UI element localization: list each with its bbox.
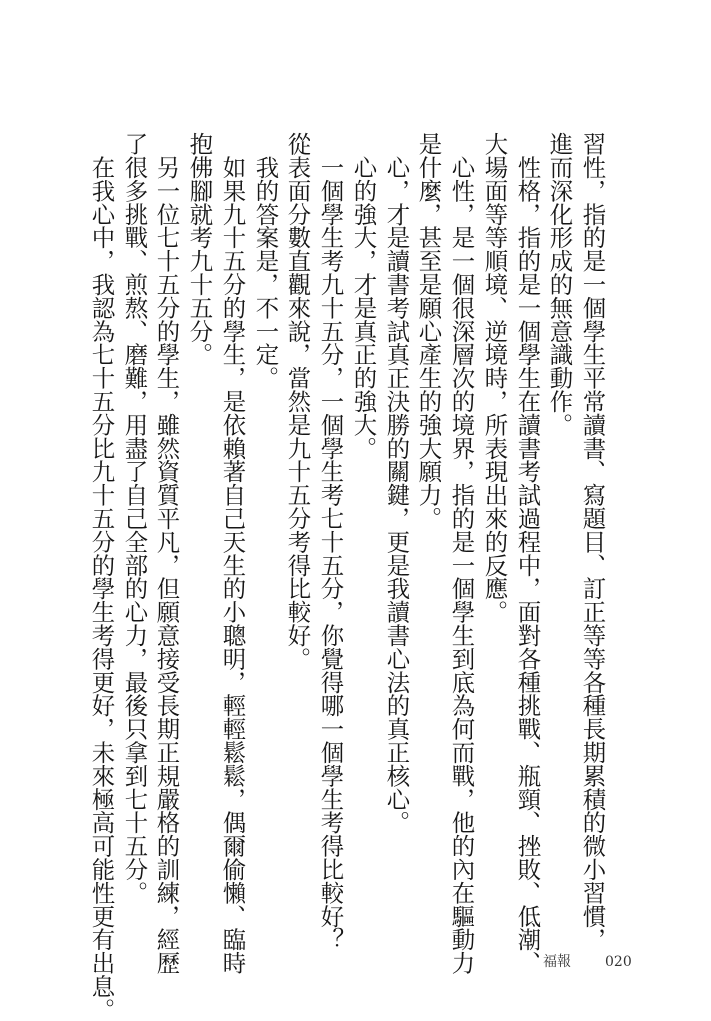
text-column: 從表面分數直觀來說，當然是九十五分考得比較好。: [283, 132, 312, 671]
text-column: 另一位七十五分的學生，雖然資質平凡，但願意接受長期正規嚴格的訓練，經歷: [152, 132, 181, 975]
text-column: 如果九十五分的學生，是依賴著自己天生的小聰明，輕輕鬆鬆，偶爾偷懶、臨時: [218, 132, 247, 975]
text-column: 心性，是一個很深層次的境界，指的是一個學生到底為何而戰，他的內在驅動力: [447, 132, 476, 975]
text-column: 性格，指的是一個學生在讀書考試過程中，面對各種挑戰、瓶頸、挫敗、低潮、: [513, 132, 542, 975]
text-column: 大場面等等順境、逆境時，所表現出來的反應。: [480, 132, 509, 624]
text-column: 進而深化形成的無意識動作。: [545, 132, 574, 437]
text-column: 一個學生考九十五分，一個學生考七十五分，你覺得哪一個學生考得比較好？: [316, 132, 345, 951]
page-number: 020: [605, 954, 632, 970]
text-column: 心的強大，才是真正的強大。: [349, 132, 378, 460]
text-column: 抱佛腳就考九十五分。: [185, 132, 214, 366]
text-column: 是什麼，甚至是願心產生的強大願力。: [414, 132, 443, 530]
running-footer-title: 福報: [543, 954, 571, 970]
text-column: 了很多挑戰、煎熬、磨難，用盡了自己全部的心力，最後只拿到七十五分。: [120, 132, 149, 905]
text-column: 在我心中，我認為七十五分比九十五分的學生考得更好，未來極高可能性更有出息。: [87, 132, 116, 1021]
text-column: 我的答案是，不一定。: [251, 132, 280, 390]
text-column: 心，才是讀書考試真正決勝的關鍵，更是我讀書心法的真正核心。: [382, 132, 411, 834]
text-column: 習性，指的是一個學生平常讀書、寫題目、訂正等等各種長期累積的微小習慣，: [578, 132, 607, 951]
